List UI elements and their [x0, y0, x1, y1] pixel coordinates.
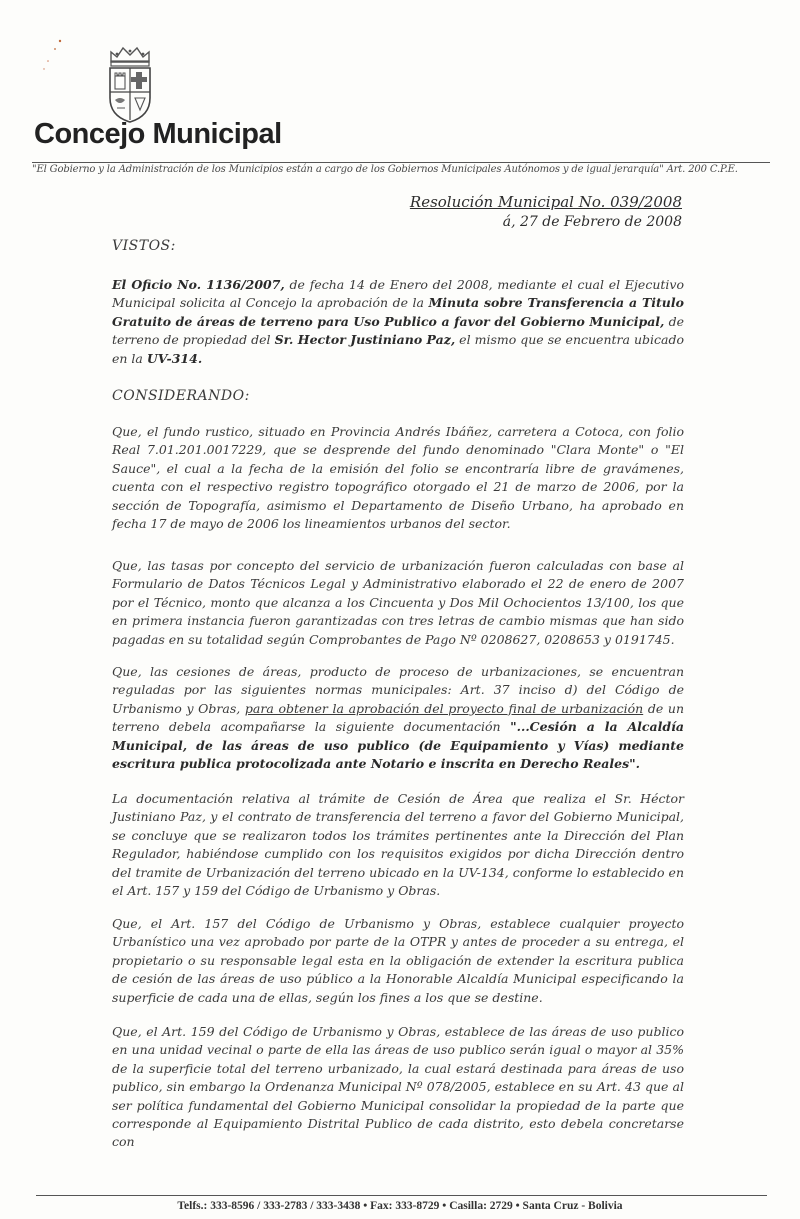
- org-motto: "El Gobierno y la Administración de los Municipios están a cargo de los Gobiernos Municipales Autónomos y de igual jerarquía" Art. 200 C.P.E.: [32, 164, 738, 175]
- considerando-heading: CONSIDERANDO:: [112, 388, 250, 404]
- considerando-paragraph-2: Que, las tasas por concepto del servicio de urbanización fueron calculadas con base al Formulario de Datos Técnicos Legal y Administrativo elaborado el 22 de enero de 2007 por el Técnico, monto que alcanza a los Cincuenta y Dos Mil Ochocientos 13/100, los que en primera instancia fueron garantizadas con tres letras de cambio mismas que han sido pagadas en su totalidad según Comprobantes de Pago Nº 0208627, 0208653 y 0191745.: [112, 558, 684, 647]
- footer-contact: Telfs.: 333-8596 / 333-2783 / 333-3438 • Fax: 333-8729 • Casilla: 2729 • Santa Cruz - Bolivia: [177, 1200, 623, 1212]
- resolution-number: Resolución Municipal No. 039/2008: [409, 193, 682, 211]
- vistos-heading: VISTOS:: [112, 238, 176, 254]
- vistos-text-2: de terreno de propiedad del: [112, 313, 685, 348]
- vistos-paragraph: [112, 276, 684, 368]
- header-rule: [32, 162, 770, 163]
- p3-quote: "...Cesión a la Alcaldía Municipal, de las áreas de uso publico (de Equipamiento y Vías) mediante escritura publica protocolizada ante Notario e inscrita en Derecho Reales".: [112, 719, 684, 772]
- p3-underlined: para obtener la aprobación del proyecto final de urbanización: [244, 700, 644, 716]
- scan-speck: [40, 35, 70, 75]
- municipal-coat-of-arms-icon: [105, 40, 155, 126]
- uv-reference: UV-314.: [146, 350, 203, 366]
- resolution-date: á, 27 de Febrero de 2008: [502, 214, 682, 230]
- vistos-text-3: el mismo que se encuentra ubicado en la: [112, 332, 684, 366]
- p3-text-a: Que, las cesiones de áreas, producto de proceso de urbanizaciones, se encuentran reguladas por las siguientes normas municipales: Art. 37 inciso d) del Código de Urbanismo y Obras,: [112, 664, 684, 716]
- p3-text-b: de un terreno debela acompañarse la siguiente documentación: [112, 700, 685, 735]
- considerando-paragraph-4: La documentación relativa al trámite de Cesión de Área que realiza el Sr. Héctor Justiniano Paz, y el contrato de transferencia del terreno a favor del Gobierno Municipal, se concluye que se realizaron todos los trámites pertinentes ante la Dirección del Plan Regulador, habiéndose cumplido con los requisitos exigidos por dicha Dirección dentro del tramite de Urbanización del terreno ubicado en la UV-134, conforme lo establecido en el Art. 157 y 159 del Código de Urbanismo y Obras.: [112, 791, 684, 899]
- org-title: Concejo Municipal: [34, 118, 282, 150]
- considerando-paragraph-6: Que, el Art. 159 del Código de Urbanismo y Obras, establece de las áreas de uso publico en una unidad vecinal o parte de ella las áreas de uso publico serán igual o mayor al 35% de la superficie total del terreno urbanizado, la cual estará destinada para áreas de uso publico, sin embargo la Ordenanza Municipal Nº 078/2005, establece en su Art. 43 que al ser política fundamental del Gobierno Municipal consolidar la propiedad de la parte que corresponde al Equipamiento Distrital Publico de cada distrito, esto debela concretarse con: [112, 1024, 684, 1150]
- footer-rule: [36, 1195, 767, 1196]
- vistos-text-1: de fecha 14 de Enero del 2008, mediante el cual el Ejecutivo Municipal solicita al Concejo la aprobación de la: [112, 277, 684, 311]
- considerando-paragraph-3: [112, 663, 684, 773]
- considerando-paragraph-5: Que, el Art. 157 del Código de Urbanismo y Obras, establece cualquier proyecto Urbanístico una vez aprobado por parte de la OTPR y antes de proceder a su entrega, el propietario o su responsable legal esta en la obligación de extender la escritura publica de cesión de las áreas de uso público a la Honorable Alcaldía Municipal especificando la superficie de cada una de ellas, según los fines a los que se destine.: [112, 916, 684, 1005]
- minuta-title: Minuta sobre Transferencia a Titulo Gratuito de áreas de terreno para Uso Publico a favor del Gobierno Municipal,: [112, 295, 684, 329]
- oficio-reference: El Oficio No. 1136/2007,: [112, 277, 285, 292]
- considerando-paragraph-1: Que, el fundo rustico, situado en Provincia Andrés Ibáñez, carretera a Cotoca, con folio Real 7.01.201.0017229, que se desprende del fundo denominado "Clara Monte" o "El Sauce", el cual a la fecha de la emisión del folio se encontraría libre de gravámenes, cuenta con el respectivo registro topográfico otorgado el 21 de marzo de 2006, por la sección de Topografía, asimismo el Departamento de Diseño Urbano, ha aprobado en fecha 17 de mayo de 2006 los lineamientos urbanos del sector.: [112, 424, 684, 532]
- owner-name: Sr. Hector Justiniano Paz,: [274, 332, 456, 348]
